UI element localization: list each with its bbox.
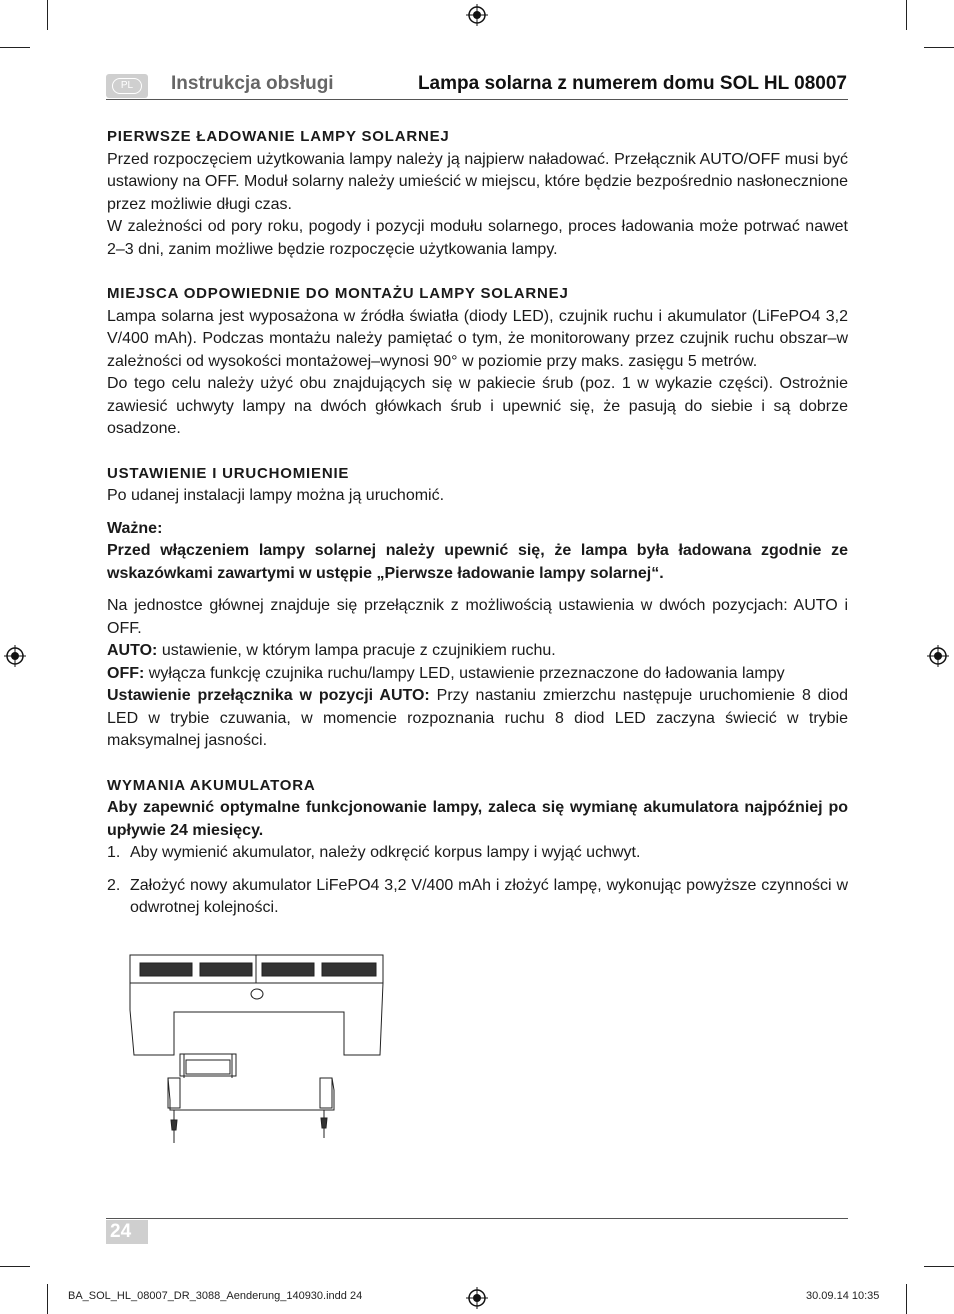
- crop-mark: [906, 1284, 907, 1314]
- registration-mark-icon: [466, 1287, 488, 1309]
- paragraph: Po udanej instalacji lampy można ją uruchomić.: [107, 487, 445, 504]
- auto-setting-text: Przy nastaniu zmierzchu następuje uruchomienie 8 diod LED w trybie czuwania, w momencie rozpoznania ruchu 8 diod LED zaczyna świecić w trybie maksymalnej jasności.: [107, 687, 848, 749]
- header-divider: [106, 99, 848, 100]
- list-item-number: 1.: [107, 844, 121, 861]
- page-number: 24: [106, 1220, 148, 1244]
- auto-text: ustawienie, w którym lampa pracuje z czujnikiem ruchu.: [157, 642, 556, 659]
- product-title: Lampa solarna z numerem domu SOL HL 08007: [417, 73, 847, 94]
- registration-mark-icon: [466, 4, 488, 26]
- language-badge: [106, 74, 148, 98]
- crop-mark: [0, 47, 30, 48]
- list-item: [107, 842, 848, 865]
- off-label: OFF:: [107, 664, 145, 682]
- footer-divider: [106, 1218, 848, 1219]
- paragraph: W zależności od pory roku, pogody i pozycji modułu solarnego, proces ładowania może potrwać nawet 2–3 dni, zanim możliwe będzie rozpoczęcie użytkowania lampy.: [107, 218, 848, 258]
- lamp-disassembly-illustration: [122, 950, 387, 1145]
- auto-setting-label: Ustawienie przełącznika w pozycji AUTO:: [107, 687, 430, 704]
- crop-mark: [924, 47, 954, 48]
- crop-mark: [906, 0, 907, 30]
- registration-mark-icon: [4, 645, 26, 667]
- paragraph: Lampa solarna jest wyposażona w źródła światła (diody LED), czujnik ruchu i akumulator (LiFePO4 3,2 V/400 mAh). Podczas montażu należy pamiętać o tym, że monitorowany przez czujnik ruchu obszar–w zależności od wysokości montażowej–wynosi 90° w poziomie przy maks. zasięgu 5 metrów.: [107, 307, 848, 370]
- off-description: [107, 663, 848, 686]
- section-heading: MIEJSCA ODPOWIEDNIE DO MONTAŻU LAMPY SOLARNEJ: [107, 285, 569, 302]
- battery-recommendation: Aby zapewnić optymalne funkcjonowanie lampy, zaleca się wymianę akumulatora najpóźniej po upływie 24 miesięcy.: [107, 799, 848, 839]
- list-item: [107, 875, 848, 920]
- list-item-text: Aby wymienić akumulator, należy odkręcić korpus lampy i wyjąć uchwyt.: [130, 844, 641, 861]
- print-slug-filename: BA_SOL_HL_08007_DR_3088_Aenderung_140930.indd 24: [68, 1290, 363, 1302]
- important-note: Przed włączeniem lampy solarnej należy upewnić się, że lampa była ładowana zgodnie ze wskazówkami zawartymi w ustępie „Pierwsze ładowanie lampy solarnej“.: [107, 542, 848, 582]
- section-heading: PIERWSZE ŁADOWANIE LAMPY SOLARNEJ: [107, 128, 450, 145]
- paragraph: Przed rozpoczęciem użytkowania lampy należy ją najpierw naładować. Przełącznik AUTO/OFF musi być ustawiony na OFF. Moduł solarny należy umieścić w miejscu, które będzie bezpośrednio nasłonecznione przez możliwie długi czas.: [107, 150, 848, 213]
- crop-mark: [924, 1266, 954, 1267]
- crop-mark: [47, 1284, 48, 1314]
- important-label: Ważne:: [107, 519, 163, 537]
- paragraph: Do tego celu należy użyć obu znajdujących się w pakiecie śrub (poz. 1 w wykazie części). Ostrożnie zawiesić uchwyty lampy na dwóch główkach śrub i upewnić się, że pasują do siebie i są dobrze osadzone.: [107, 375, 848, 437]
- print-slug-date: 30.09.14 10:35: [806, 1290, 880, 1302]
- section-heading: USTAWIENIE I URUCHOMIENIE: [107, 464, 350, 482]
- off-text: wyłącza funkcję czujnika ruchu/lampy LED, ustawienie przeznaczone do ładowania lampy: [144, 664, 785, 682]
- manual-title: Instrukcja obsługi: [171, 73, 334, 94]
- paragraph: Na jednostce głównej znajduje się przełącznik z możliwością ustawienia w dwóch pozycjach: AUTO i OFF.: [107, 597, 848, 637]
- registration-mark-icon: [927, 645, 949, 667]
- list-item-number: 2.: [107, 876, 121, 894]
- list-item-text: Założyć nowy akumulator LiFePO4 3,2 V/400 mAh i złożyć lampę, wykonując powyższe czynności w odwrotnej kolejności.: [130, 876, 848, 916]
- crop-mark: [0, 1266, 30, 1267]
- auto-description: [107, 640, 848, 663]
- section-heading: WYMANIA AKUMULATORA: [107, 776, 316, 794]
- crop-mark: [47, 0, 48, 30]
- auto-label: AUTO:: [107, 642, 158, 659]
- language-badge-label: PL: [112, 78, 142, 94]
- document-body: [107, 126, 848, 920]
- auto-setting-description: [107, 685, 848, 753]
